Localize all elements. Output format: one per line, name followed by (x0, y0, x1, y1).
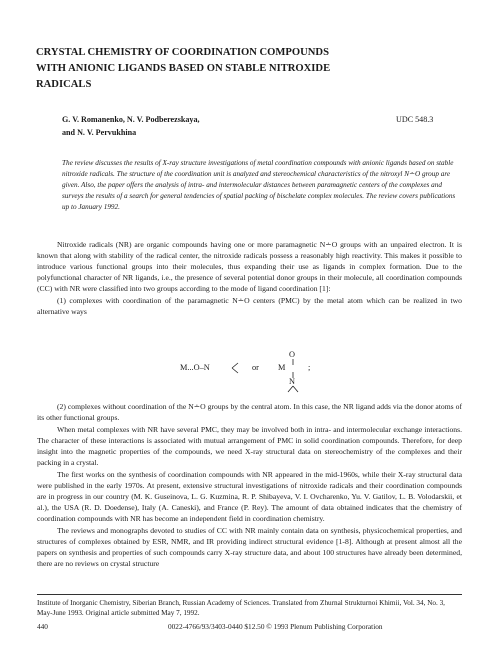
paragraph: When metal complexes with NR have several PMC, they may be involved both in intra- and intermolecular exchange interactions. The character of these interactions is associated with mutual arrangement of PMC in solid coordination compounds. Therefore, for deep insight into the magnetic properties of the compounds, we need X-ray structural data on stereochemistry of the complexes and their packing in a crystal. (37, 425, 462, 468)
formula-or: or (252, 363, 259, 372)
formula-metal: M (278, 363, 286, 372)
copyright-line: 0022-4766/93/3403-0440 $12.50 © 1993 Plenum Publishing Corporation (168, 622, 383, 631)
udc-code: UDC 548.3 (396, 115, 434, 124)
abstract: The review discusses the results of X-ray structure investigations of metal coordination compounds with anionic ligands based on stable nitroxide radicals. The structure of the coordination unit is analyzed and stereochemical characteristics of the nitroxyl N∸O group are given. Also, the paper offers the analysis of intra- and intermolecular distances between paramagnetic centers of the complexes and surveys the results of a search for general tendencies of spatial packing of bischelate complex molecules. The review covers publications up to January 1992. (62, 159, 456, 211)
title-line: CRYSTAL CHEMISTRY OF COORDINATION COMPOUNDS (36, 47, 329, 58)
footnote-rule (37, 594, 462, 595)
formula-nitrogen: N (289, 377, 295, 386)
footnote: Institute of Inorganic Chemistry, Siberian Branch, Russian Academy of Sciences. Translated from Zhurnal Strukturnoi Khimii, Vol. 34, No. 3, May-June 1993. Original article submitted May 7, 1992. (37, 599, 445, 617)
paragraph: The reviews and monographs devoted to studies of CC with NR mainly contain data on synthesis, physicochemical properties, and structures of complexes obtained by ESR, NMR, and IR providing indirect structural evidence [1-8]. Although at present almost all the papers on synthesis and properties of such compounds carry X-ray structure data, and about 100 structures have already been determined, there are no reviews on crystal structure (37, 526, 462, 569)
paragraph: The first works on the synthesis of coordination compounds with NR appeared in the mid-1960s, while their X-ray structural data were published in the early 1970s. At present, extensive structural investigations of nitroxide radicals and their coordination compounds are in progress in our country (M. K. Guseinova, L. G. Kuzmina, R. P. Shibayeva, V. I. Ovcharenko, Yu. V. Gatilov, L. B. Volodarskii, et al.), the USA (R. D. Doedense), Italy (A. Caneski), and France (P. Rey). The amount of data obtained indicates that the chemistry of coordination compounds with NR has become an independent field in coordination chemistry. (37, 470, 462, 524)
page-number: 440 (37, 622, 48, 631)
coordination-formula (180, 351, 340, 397)
formula-left: M...O–N (180, 363, 210, 372)
author-list (62, 114, 312, 139)
formula-bonds (180, 351, 340, 397)
formula-oxygen: O (289, 350, 295, 359)
author-line: G. V. Romanenko, N. V. Podberezskaya, (62, 115, 200, 124)
title-line: WITH ANIONIC LIGANDS BASED ON STABLE NITROXIDE (36, 63, 331, 74)
paragraph: (2) complexes without coordination of the N∸O groups by the central atom. In this case, the NR ligand adds via the donor atoms of its other functional groups. (37, 402, 462, 422)
paragraph: Nitroxide radicals (NR) are organic compounds having one or more paramagnetic N∸O groups with an unpaired electron. It is known that along with stability of the radical center, the nitroxide radicals possess a reasonably high reactivity. This makes it possible to introduce various functional groups into their molecules, thus expanding their use as ligands in complex formation. Due to the polyfunctional character of NR ligands, i.e., the presence of several potential donor groups in their molecule, all coordination compounds (CC) with NR were classified into two groups according to the mode of ligand coordination [1]: (37, 240, 462, 293)
formula-semicolon: ; (308, 363, 311, 372)
paragraph: (1) complexes with coordination of the paramagnetic N∸O centers (PMC) by the metal atom which can be realized in two alternative ways (37, 296, 462, 316)
article-title (36, 45, 456, 93)
title-line: RADICALS (36, 79, 92, 90)
body-text-bottom (37, 402, 462, 570)
author-line: and N. V. Pervukhina (62, 127, 137, 137)
body-text-top (37, 240, 462, 318)
